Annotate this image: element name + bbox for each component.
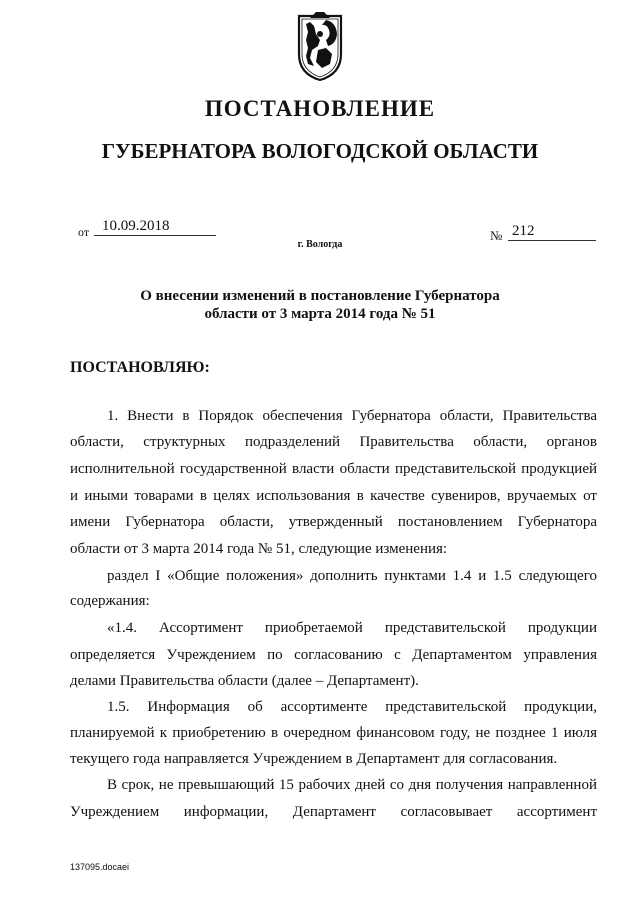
date-label: от	[78, 225, 90, 239]
document-type-title: ПОСТАНОВЛЕНИЕ	[204, 96, 436, 121]
body-line: и иными товарами в целях использования в качестве сувениров, вручаемых от	[70, 488, 597, 504]
decree-date: 10.09.2018	[94, 217, 216, 236]
body-line: делами Правительства области (далее – Департамент).	[70, 673, 419, 689]
body-line: содержания:	[70, 593, 150, 609]
body-line: планируемой к приобретению в очередном финансовом году, не позднее 1 июля	[70, 725, 597, 741]
subject-line-2: области от 3 марта 2014 года № 51	[204, 306, 436, 322]
number-label: №	[490, 228, 503, 243]
document-id: 137095.docaei	[70, 862, 130, 872]
body-line: раздел I «Общие положения» дополнить пунктами 1.4 и 1.5 следующего	[107, 568, 597, 584]
body-line: 1.5. Информация об ассортименте представительской продукции,	[107, 699, 597, 715]
subject-line-1: О внесении изменений в постановление Губернатора	[140, 288, 500, 304]
body-line: Учреждением информации, Департамент согласовывает ассортимент	[70, 804, 597, 820]
body-line: области от 3 марта 2014 года № 51, следующие изменения:	[70, 541, 448, 557]
body-line: текущего года направляется Учреждением в Департамент для согласования.	[70, 751, 558, 767]
body-line: имени Губернатора области, утвержденный постановлением Губернатора	[70, 514, 597, 530]
issuer-title: ГУБЕРНАТОРА ВОЛОГОДСКОЙ ОБЛАСТИ	[101, 139, 539, 163]
body-line: «1.4. Ассортимент приобретаемой представительской продукции	[107, 620, 597, 636]
coat-of-arms-icon	[296, 10, 344, 82]
body-line: исполнительной государственной власти области представительской продукцией	[70, 461, 597, 477]
city: г. Вологда	[297, 239, 343, 250]
body-line: определяется Учреждением по согласованию с Департаментом управления	[70, 647, 597, 663]
decree-word: ПОСТАНОВЛЯЮ:	[70, 359, 210, 376]
body-line: области, структурных подразделений Правительства области, органов	[70, 434, 597, 450]
body-line: В срок, не превышающий 15 рабочих дней со дня получения направленной	[107, 777, 597, 793]
decree-number: 212	[508, 222, 596, 241]
body-line: 1. Внести в Порядок обеспечения Губернатора области, Правительства	[107, 408, 597, 424]
